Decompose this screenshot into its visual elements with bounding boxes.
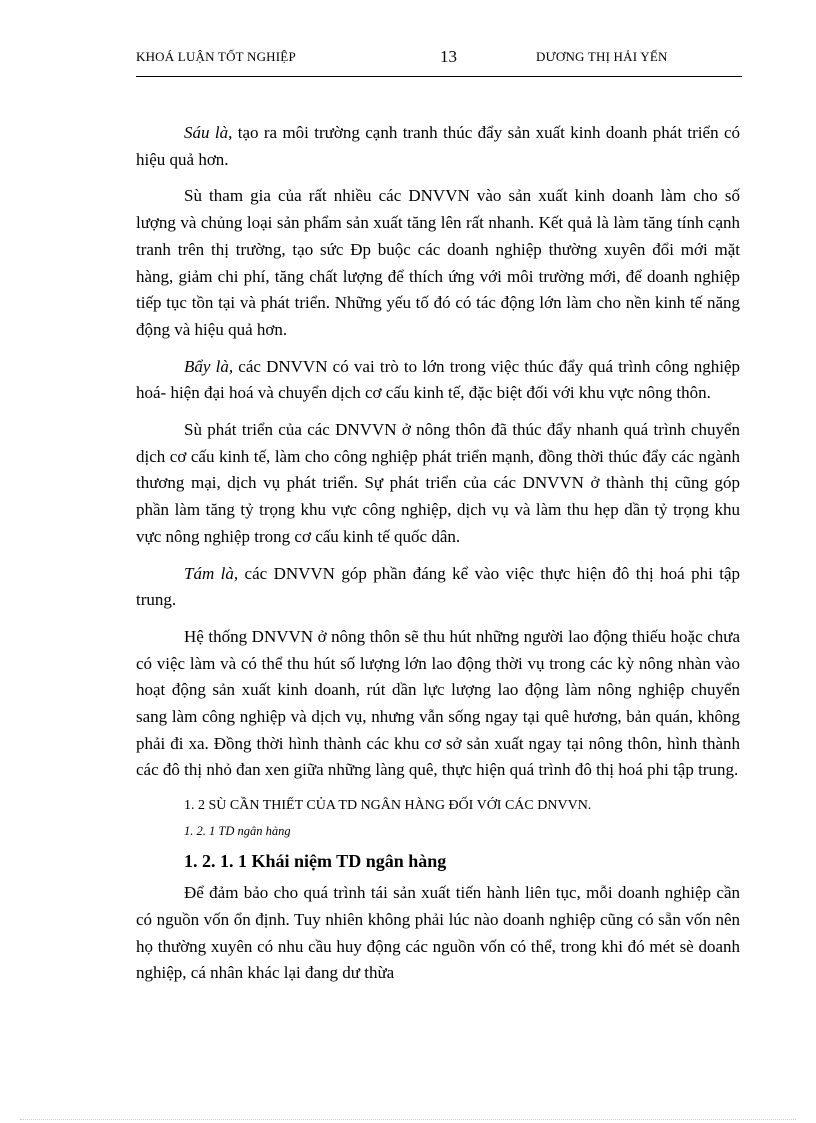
paragraph-credit-concept: Để đảm bảo cho quá trình tái sản xuất tiến hành liên tục, mỗi doanh nghiệp cần có nguồn vốn ổn định. Tuy nhiên không phải lúc nào doanh nghiệp cũng có sẵn vốn nên họ thường xuyên có nhu cầu huy động các nguồn vốn có thể, trong khi đó mét sè doanh nghiệp, cá nhân khác lại đang dư thừa — [136, 883, 740, 983]
page-number: 13 — [440, 47, 457, 66]
paragraph-text: các DNVVN có vai trò to lớn trong việc thúc đẩy quá trình công nghiệp hoá- hiện đại hoá và chuyển dịch cơ cấu kinh tế, đặc biệt đối với khu vực nông thôn. — [136, 356, 740, 403]
paragraph-rural-development: Sù phát triển của các DNVVN ở nông thôn đã thúc đẩy nhanh quá trình chuyển dịch cơ cấu kinh tế, làm cho công nghiệp phát triển mạnh, đồng thời thúc đẩy các ngành thương mại, dịch vụ phát triển. Sự phát triển của các DNVVN ở thành thị cũng góp phần làm tăng tỷ trọng khu vực công nghiệp, dịch vụ và làm thu hẹp dần tỷ trọng khu vực nông nghiệp trong cơ cấu kinh tế quốc dân. — [136, 420, 740, 546]
page-header — [136, 46, 742, 77]
header-thesis-title: KHOÁ LUẬN TỐT NGHIỆP — [136, 49, 296, 64]
paragraph-eighth-role — [136, 561, 740, 614]
subsubsection-heading: 1. 2. 1. 1 Khái niệm TD ngân hàng — [184, 851, 447, 872]
section-heading: 1. 2 SÙ CẦN THIẾT CỦA TD NGÂN HÀNG ĐỐI VỚI CÁC DNVVN. — [184, 798, 592, 814]
document-body — [136, 120, 740, 997]
paragraph-lead: Bẩy là, — [184, 356, 234, 376]
paragraph-lead: Sáu là, — [184, 123, 233, 142]
paragraph-lead: Tám là, — [184, 563, 239, 583]
page-bottom-border — [20, 1119, 796, 1120]
paragraph-seventh-role — [136, 354, 740, 407]
paragraph-competition: Sù tham gia của rất nhiều các DNVVN vào sản xuất kinh doanh làm cho số lượng và chủng loại sản phẩm sản xuất tăng lên rất nhanh. Kết quả là làm tăng tính cạnh tranh trên thị trường, tạo sức Ðp buộc các doanh nghiệp thường xuyên đổi mới mặt hàng, giảm chi phí, tăng chất lượng để thích ứng với môi trường mới, để doanh nghiệp tiếp tục tồn tại và phát triển. Những yếu tố đó có tác động lớn làm cho nền kinh tế năng động và hiệu quả hơn. — [136, 186, 740, 339]
paragraph-rural-labor: Hệ thống DNVVN ở nông thôn sẽ thu hút những người lao động thiếu hoặc chưa có việc làm và có thể thu hút số lượng lớn lao động thời vụ trong các kỳ nông nhàn vào hoạt động sản xuất kinh doanh, rút dần lực lượng lao động làm nông nghiệp chuyển sang làm công nghiệp và dịch vụ, nhưng vẫn sống ngay tại quê hương, bản quán, không phải đi xa. Đồng thời hình thành các khu cơ sở sản xuất ngay tại nông thôn, hình thành các đô thị nhỏ đan xen giữa những làng quê, thực hiện quá trình đô thị hoá phi tập trung. — [136, 626, 740, 780]
paragraph-sixth-role — [136, 120, 740, 173]
paragraph-text: tạo ra môi trường cạnh tranh thúc đẩy sản xuất kinh doanh phát triển có hiệu quả hơn. — [136, 123, 740, 169]
paragraph-text: các DNVVN góp phần đáng kể vào việc thực hiện đô thị hoá phi tập trung. — [136, 563, 740, 610]
header-author-name: DƯƠNG THỊ HẢI YẾN — [536, 49, 668, 64]
subsection-heading: 1. 2. 1 TD ngân hàng — [184, 824, 291, 839]
